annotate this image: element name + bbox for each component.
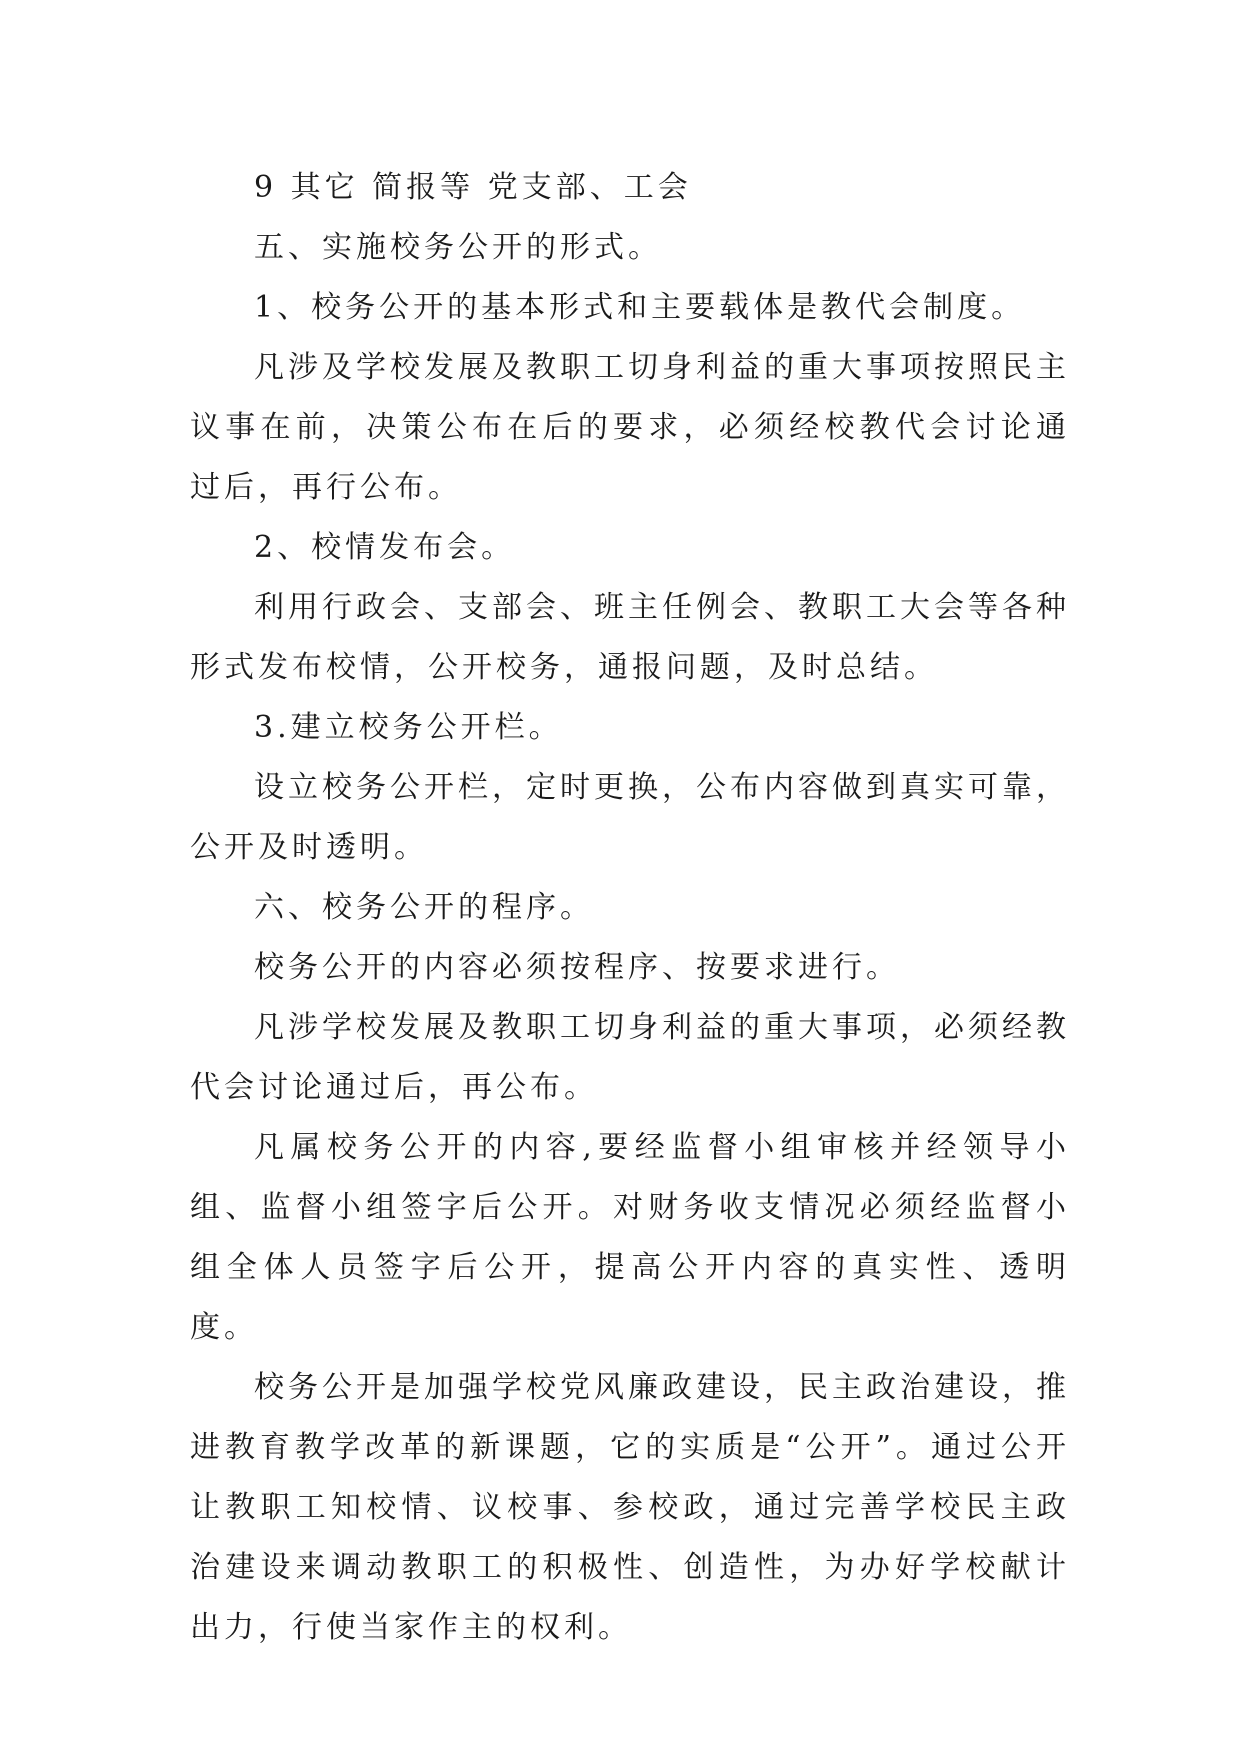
document-body xyxy=(190,158,1070,1658)
item-1-heading: 1、校务公开的基本形式和主要载体是教代会制度。 xyxy=(254,290,1026,325)
item-1-body: 凡涉及学校发展及教职工切身利益的重大事项按照民主议事在前，决策公布在后的要求，必须经校教代会讨论通过后，再行公布。 xyxy=(190,350,1070,505)
item-3-body: 设立校务公开栏，定时更换，公布内容做到真实可靠，公开及时透明。 xyxy=(190,770,1070,865)
item-3-heading: 3.建立校务公开栏。 xyxy=(254,710,563,745)
heading-procedure: 六、校务公开的程序。 xyxy=(254,890,594,925)
item-2-body: 利用行政会、支部会、班主任例会、教职工大会等各种形式发布校情，公开校务，通报问题，及时总结。 xyxy=(190,590,1070,685)
closing-paragraph: 校务公开是加强学校党风廉政建设，民主政治建设，推进教育教学改革的新课题，它的实质是“公开”。通过公开让教职工知校情、议校事、参校政，通过完善学校民主政治建设来调动教职工的积极性、创造性，为办好学校献计出力，行使当家作主的权利。 xyxy=(190,1370,1070,1645)
procedure-para-1: 校务公开的内容必须按程序、按要求进行。 xyxy=(254,950,900,985)
heading-forms: 五、实施校务公开的形式。 xyxy=(254,230,662,265)
procedure-para-2: 凡涉学校发展及教职工切身利益的重大事项，必须经教代会讨论通过后，再公布。 xyxy=(190,1010,1070,1105)
paragraph-other-items: 9 其它 简报等 党支部、工会 xyxy=(254,170,692,205)
procedure-para-3: 凡属校务公开的内容,要经监督小组审核并经领导小组、监督小组签字后公开。对财务收支情况必须经监督小组全体人员签字后公开，提高公开内容的真实性、透明度。 xyxy=(190,1130,1070,1345)
item-2-heading: 2、校情发布会。 xyxy=(254,530,516,565)
